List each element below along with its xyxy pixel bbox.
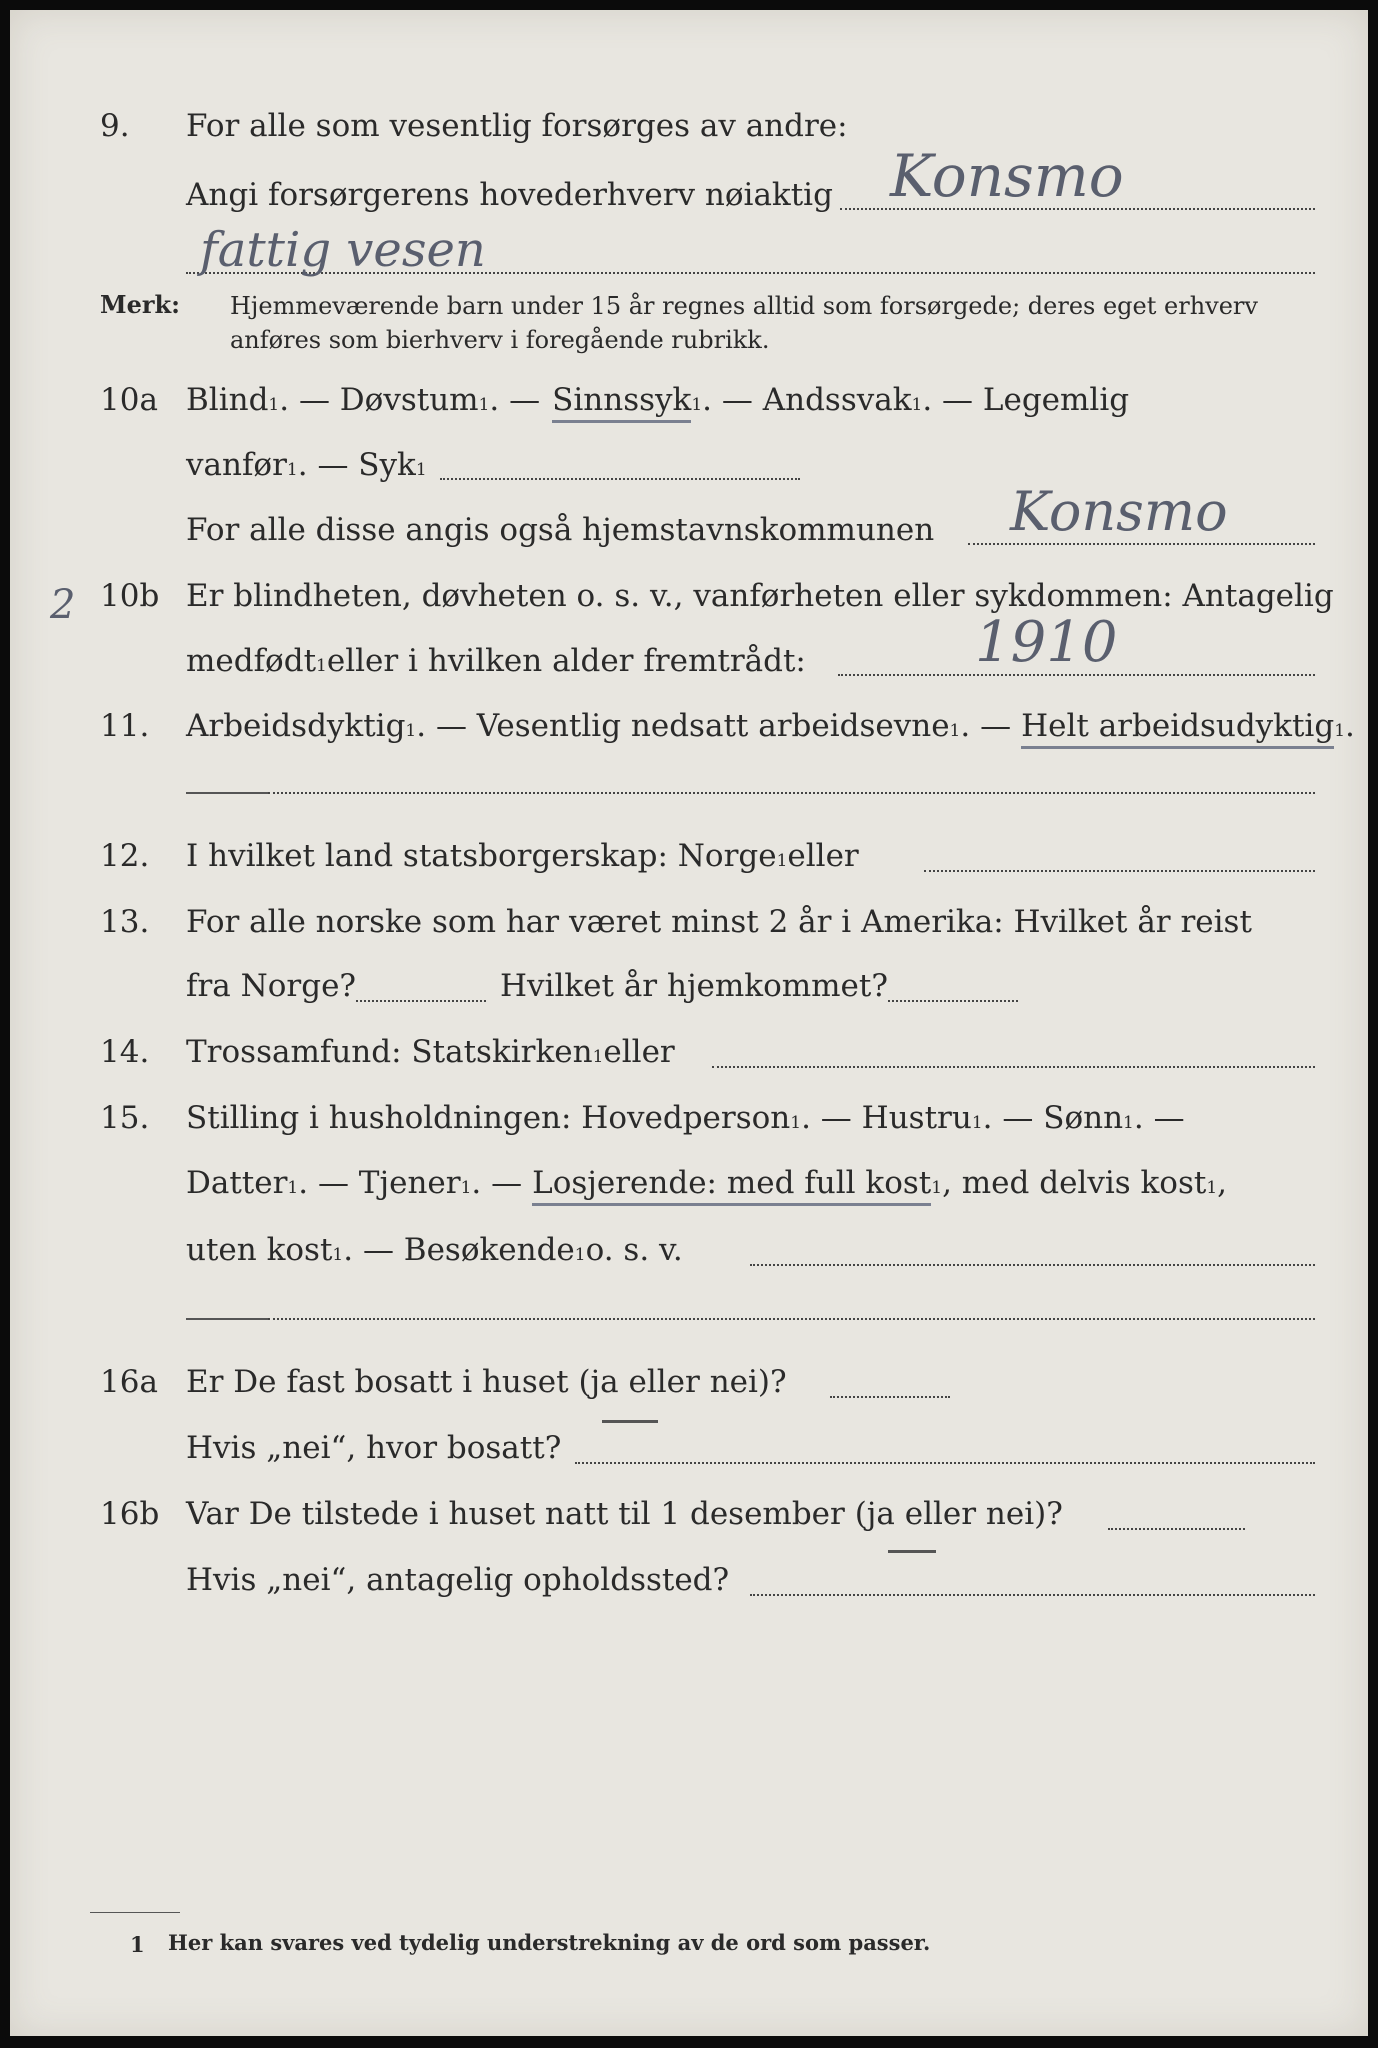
question-16a-bosatt-line xyxy=(575,1462,1315,1464)
option-vanfor: vanfør xyxy=(186,447,287,483)
question-10b-line2: medfødt 1 eller i hvilken alder fremtrådt: xyxy=(186,643,806,679)
question-15-answer-line xyxy=(750,1264,1315,1266)
question-13-reist-line xyxy=(356,1000,486,1002)
option-dovstum: . — Døvstum xyxy=(279,382,479,418)
question-15-line3: uten kost 1 . — Besøkende 1 o. s. v. xyxy=(186,1232,683,1268)
question-15-short-rule xyxy=(186,1318,268,1320)
footnote-rule xyxy=(90,1912,180,1913)
question-16b-dash-mark xyxy=(888,1550,936,1553)
margin-mark: 2 xyxy=(50,582,76,628)
question-16a-number: 16a xyxy=(100,1364,158,1400)
question-13-line2a: fra Norge? xyxy=(186,968,357,1004)
question-11-line: Arbeidsdyktig 1 . — Vesentlig nedsatt arbeidsevne 1 . — Helt arbeidsudyktig 1 . xyxy=(186,708,1355,749)
question-11-short-rule xyxy=(186,792,268,794)
question-16b-line2: Hvis „nei“, antagelig opholdssted? xyxy=(186,1562,730,1598)
footnote-mark: 1 xyxy=(130,1932,145,1957)
question-15-line1: Stilling i husholdningen: Hovedperson 1 . — Hustru 1 . — Sønn 1 . — xyxy=(186,1100,1185,1136)
question-9-handwritten-answer2: fattig vesen xyxy=(200,222,486,278)
question-16a-line2: Hvis „nei“, hvor bosatt? xyxy=(186,1430,562,1466)
question-13-number: 13. xyxy=(100,904,150,940)
question-13-line2b: Hvilket år hjemkommet? xyxy=(500,968,888,1004)
option-losjerende-full-kost-underlined: Losjerende: med full kost xyxy=(532,1165,931,1206)
merk-line2: anføres som bierhverv i foregående rubrikk. xyxy=(230,326,770,354)
question-14-number: 14. xyxy=(100,1034,150,1070)
question-10a-syk-line xyxy=(440,478,800,480)
question-15-extra-line xyxy=(268,1318,1315,1320)
question-16a-answer-line xyxy=(830,1396,950,1398)
question-16a-dash-mark xyxy=(602,1420,658,1423)
question-14-answer-line xyxy=(712,1066,1315,1068)
question-11-number: 11. xyxy=(100,708,150,744)
question-9-number: 9. xyxy=(100,108,130,144)
question-13-hjemkommet-line xyxy=(888,1000,1018,1002)
footnote-text: Her kan svares ved tydelig understrekning av de ord som passer. xyxy=(168,1930,931,1955)
option-syk: . — Syk xyxy=(297,447,416,483)
question-12-answer-line xyxy=(924,870,1315,872)
question-10a-answer-line xyxy=(968,543,1315,545)
option-sinnssyk-underlined: Sinnssyk xyxy=(552,382,691,423)
question-9-line1: For alle som vesentlig forsørges av andre: xyxy=(186,108,848,144)
question-12-line: I hvilket land statsborgerskap: Norge 1 eller xyxy=(186,838,859,874)
question-16b-opholdssted-line xyxy=(750,1594,1315,1596)
question-10b-number: 10b xyxy=(100,578,160,614)
question-12-number: 12. xyxy=(100,838,150,874)
question-10a-line3: For alle disse angis også hjemstavnskommunen xyxy=(186,512,935,548)
question-16b-answer-line xyxy=(1108,1528,1245,1530)
question-16a-line1: Er De fast bosatt i huset (ja eller nei)? xyxy=(186,1364,787,1400)
option-blind: Blind xyxy=(186,382,269,418)
question-10a-line1: Blind 1 . — Døvstum 1 . — Sinnssyk 1 . — Andssvak 1 . — Legemlig xyxy=(186,382,1129,423)
question-10a-handwritten-answer: Konsmo xyxy=(1010,480,1228,543)
question-14-line: Trossamfund: Statskirken 1 eller xyxy=(186,1034,675,1070)
question-10a-number: 10a xyxy=(100,382,158,418)
question-16b-number: 16b xyxy=(100,1496,160,1532)
option-helt-arbeidsudyktig-underlined: Helt arbeidsudyktig xyxy=(1021,708,1334,749)
question-10a-line2: vanfør 1 . — Syk 1 xyxy=(186,447,427,483)
question-13-line1: For alle norske som har været minst 2 år i Amerika: Hvilket år reist xyxy=(186,904,1252,940)
merk-label: Merk: xyxy=(100,290,180,319)
question-9-line2: Angi forsørgerens hovederhverv nøiaktig xyxy=(186,177,833,213)
question-16b-line1: Var De tilstede i huset natt til 1 desember (ja eller nei)? xyxy=(186,1496,1063,1532)
question-11-answer-line xyxy=(268,792,1315,794)
question-9-handwritten-answer1: Konsmo xyxy=(890,142,1124,210)
option-andssvak: . — Andssvak xyxy=(702,382,912,418)
merk-line1: Hjemmeværende barn under 15 år regnes alltid som forsørgede; deres eget erhverv xyxy=(230,292,1258,320)
question-15-line2: Datter 1 . — Tjener 1 . — Losjerende: med full kost 1 , med delvis kost 1 , xyxy=(186,1165,1227,1206)
question-10b-line1: Er blindheten, døvheten o. s. v., vanførheten eller sykdommen: Antagelig xyxy=(186,578,1334,614)
question-15-number: 15. xyxy=(100,1100,150,1136)
question-10b-handwritten-answer: 1910 xyxy=(975,610,1118,675)
option-legemlig: . — Legemlig xyxy=(922,382,1130,418)
census-form-page xyxy=(10,10,1368,2036)
